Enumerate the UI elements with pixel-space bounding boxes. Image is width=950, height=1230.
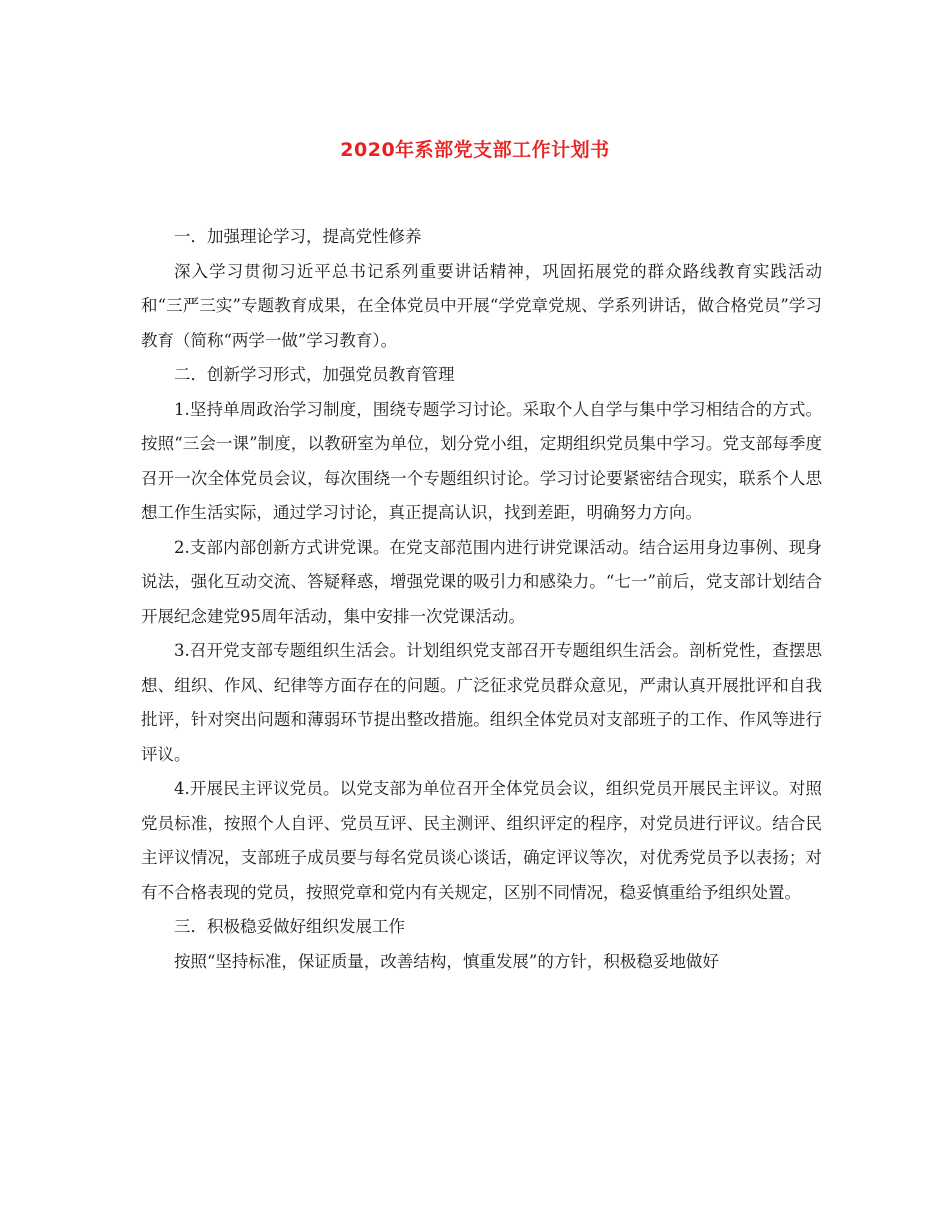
document-title: 2020年系部党支部工作计划书 xyxy=(340,139,610,161)
paragraph: 3.召开党支部专题组织生活会。计划组织党支部召开专题组织生活会。剖析党性，查摆思想、组织、作风、纪律等方面存在的问题。广泛征求党员群众意见，严肃认真开展批评和自我批评，针对突出问题和薄弱环节提出整改措施。组织全体党员对支部班子的工作、作风等进行评议。 xyxy=(141,641,822,764)
section-heading-1: 一．加强理论学习，提高党性修养 xyxy=(174,227,422,246)
paragraph: 按照“坚持标准，保证质量，改善结构，慎重发展”的方针，积极稳妥地做好 xyxy=(174,951,719,971)
paragraph: 2.支部内部创新方式讲党课。在党支部范围内进行讲党课活动。结合运用身边事例、现身说法，强化互动交流、答疑释惑，增强党课的吸引力和感染力。“七一”前后，党支部计划结合开展纪念建党95周年活动，集中安排一次党课活动。 xyxy=(141,537,822,626)
section-heading-2: 二．创新学习形式，加强党员教育管理 xyxy=(174,365,455,384)
paragraph: 1.坚持单周政治学习制度，围绕专题学习讨论。采取个人自学与集中学习相结合的方式。按照“三会一课”制度，以教研室为单位，划分党小组，定期组织党员集中学习。党支部每季度召开一次全体党员会议，每次围绕一个专题组织讨论。学习讨论要紧密结合现实，联系个人思想工作生活实际，通过学习讨论，真正提高认识，找到差距，明确努力方向。 xyxy=(141,399,822,522)
paragraph: 4.开展民主评议党员。以党支部为单位召开全体党员会议，组织党员开展民主评议。对照党员标准，按照个人自评、党员互评、民主测评、组织评定的程序，对党员进行评议。结合民主评议情况，支部班子成员要与每名党员谈心谈话，确定评议等次，对优秀党员予以表扬；对有不合格表现的党员，按照党章和党内有关规定，区别不同情况，稳妥慎重给予组织处置。 xyxy=(141,779,822,902)
document-body xyxy=(141,220,822,979)
paragraph: 深入学习贯彻习近平总书记系列重要讲话精神，巩固拓展党的群众路线教育实践活动和“三严三实”专题教育成果，在全体党员中开展“学党章党规、学系列讲话，做合格党员”学习教育（简称“两学一做”学习教育）。 xyxy=(141,261,822,350)
section-heading-3: 三．积极稳妥做好组织发展工作 xyxy=(174,917,405,936)
